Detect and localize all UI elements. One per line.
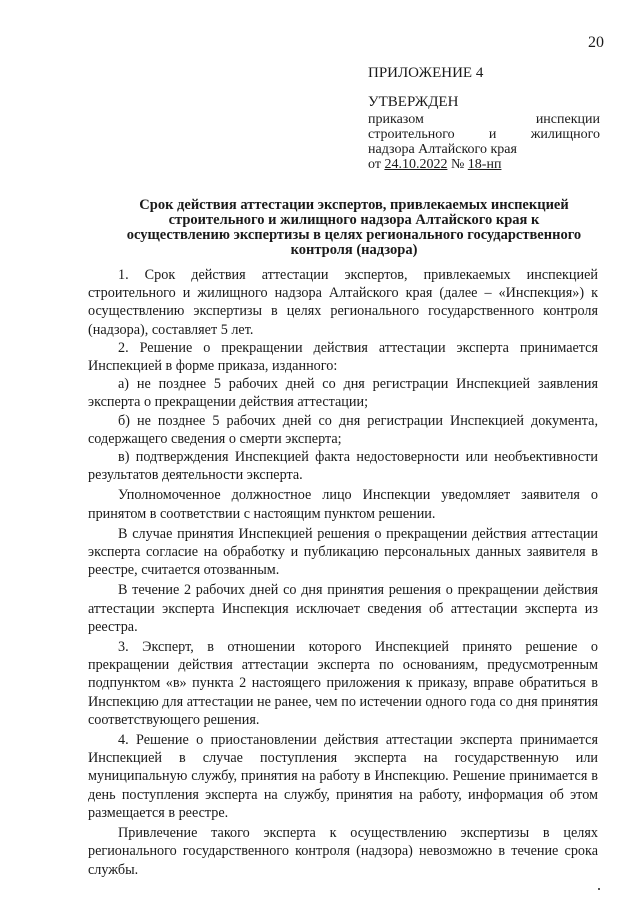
approval-date-line	[368, 157, 600, 172]
approval-word-and: и	[488, 127, 497, 142]
page-number: 20	[588, 34, 604, 51]
paragraph-1: 1. Срок действия аттестации экспертов, привлекаемых инспекцией строительного и жилищного надзора Алтайского края (далее – «Инспекция») к осуществлению экспертизы в целях регионального государственного контроля (надзора), составляет 5 лет.	[88, 267, 598, 338]
approved-label: УТВЕРЖДЕН	[368, 94, 459, 110]
date-prefix: от	[368, 157, 385, 172]
paragraph-consent: В случае принятия Инспекцией решения о прекращении действия аттестации эксперта согласие на обработку и публикацию персональных данных заявителя в реестре, считается отозванным.	[88, 525, 598, 579]
approval-inspection-word: инспекции	[535, 112, 600, 127]
approval-number: 18-нп	[467, 157, 502, 172]
approval-line-1	[368, 112, 600, 127]
paragraph-2b: б) не позднее 5 рабочих дней со дня регистрации Инспекцией документа, содержащего сведения о смерти эксперта;	[88, 412, 598, 447]
document-title: Срок действия аттестации экспертов, привлекаемых инспекцией строительного и жилищного надзора Алтайского края к осуществлению экспертизы в целях регионального государственного контроля (надзора)	[126, 197, 582, 258]
approval-line-3: надзора Алтайского края	[368, 142, 517, 157]
approval-order-word: приказом	[368, 112, 424, 127]
approval-date: 24.10.2022	[384, 157, 448, 172]
paragraph-2a: а) не позднее 5 рабочих дней со дня регистрации Инспекцией заявления эксперта о прекращении действия аттестации;	[88, 376, 598, 411]
approval-block	[368, 66, 600, 172]
paragraph-2: 2. Решение о прекращении действия аттестации эксперта принимается Инспекцией в форме приказа, изданного:	[88, 339, 598, 375]
approval-line-2	[368, 127, 600, 142]
paragraph-4: 4. Решение о приостановлении действия аттестации эксперта принимается Инспекцией в случае поступления эксперта на государственную или муниципальную службу, принятия на работу в Инспекцию. Решение принимается в день поступления эксперта на службу, принятия на работу, информация об этом размещается в реестре.	[88, 732, 598, 821]
approval-word-housing: жилищного	[530, 127, 600, 142]
approval-word-construction: строительного	[368, 127, 455, 142]
paragraph-3: 3. Эксперт, в отношении которого Инспекцией принято решение о прекращении действия аттестации эксперта по основаниям, предусмотренным подпунктом «в» пункта 2 настоящего приложения к приказу, вправе обратиться в Инспекцию для аттестации не ранее, чем по истечении одного года со дня принятия соответствующего решения.	[88, 639, 598, 728]
paragraph-2c: в) подтверждения Инспекцией факта недостоверности или необъективности результатов деятельности эксперта.	[88, 449, 598, 484]
number-prefix: №	[447, 157, 468, 172]
paragraph-exclusion: В течение 2 рабочих дней со дня принятия решения о прекращении действия аттестации эксперта Инспекция исключает сведения об аттестации эксперта из реестра.	[88, 582, 598, 635]
scan-speck	[598, 888, 600, 890]
document-body	[88, 266, 598, 879]
appendix-label: ПРИЛОЖЕНИЕ 4	[368, 65, 484, 81]
paragraph-final: Привлечение такого эксперта к осуществлению экспертизы в целях регионального государственного контроля (надзора) невозможно в течение срока службы.	[88, 825, 598, 878]
paragraph-notify: Уполномоченное должностное лицо Инспекции уведомляет заявителя о принятом в соответствии с настоящим пунктом решении.	[88, 487, 598, 522]
